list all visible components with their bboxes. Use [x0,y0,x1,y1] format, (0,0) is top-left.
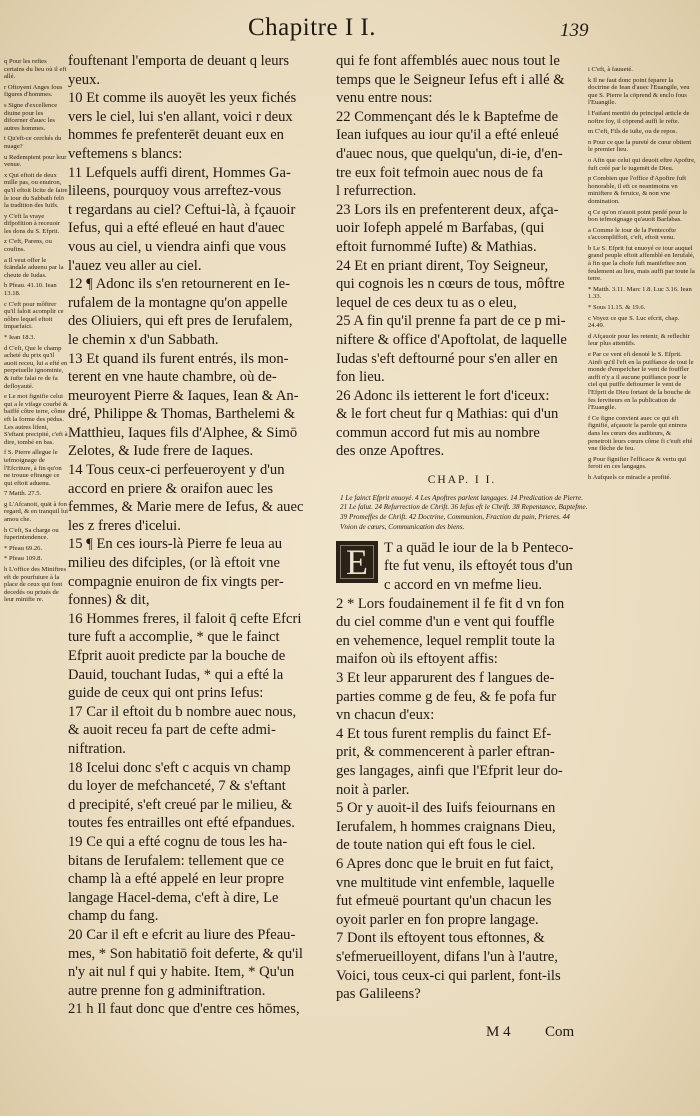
text-line: compagnie enuiron de fix vingts per- [68,573,284,590]
margin-note: t Qu'eft-ce cerchés du nuage? [4,135,62,150]
text-line: veftemens s blancs: [68,145,183,162]
text-line: temps que le Seigneur Iefus eft i allé & [336,71,565,88]
page-number: 139 [560,20,589,41]
text-line: femmes, & Marie mere de Iefus, & auec [68,499,304,516]
text-line: bitans de Ierufalem: tellement que ce [68,852,284,869]
text-line: 14 Tous ceux-ci perfeueroyent y d'un [68,462,285,479]
text-line: fon lieu. [336,369,385,386]
text-line: yeux. [68,71,101,88]
text-line: 12 ¶ Adonc ils s'en retournerent en Ie- [68,276,290,293]
text-line: 4 Et tous furent remplis du fainct Ef- [336,725,552,742]
page-header [0,14,700,48]
text-line: langage Hacel-dema, c'eft à dire, Le [68,889,279,906]
text-line: Ierufalem, h hommes craignans Dieu, [336,818,556,835]
chapter-summary: 1 Le fainct Efprit enuoyé. 4 Les Apoftres parlent langages. 14 Predication de Pierre. 21 Le falut. 24 Refurrection de Chrift. 36 Iefus eft le Chrift. 38 Repentance, Baptefme. 39 Promeffes de Chrift. 42 Doctrine, Communion, Fraction du pain, Prieres. 44 Vnion de cœurs, Communication des biens. [340,493,588,532]
text-line: 20 Car il eft e efcrit au liure des Pfeau- [68,926,296,943]
text-line: meuroyent Pierre & Iaques, Iean & An- [68,387,299,404]
margin-note: * Sous 11.15. & 19.6. [588,304,646,312]
text-line: oyoit parler en fon propre langage. [336,911,539,928]
margin-note: b Pfeau. 41.10. Iean 13.18. [4,282,57,298]
text-line: champ du fang. [68,908,159,925]
margin-note: f Ce figne convient auec ce qui eft fignifié, afçauoir la parole qui entrera dans les cœurs des auditeurs, & penetroit leurs cœurs côme fi c'euft efté vne flèche de feu. [588,414,693,453]
left-text-column [68,52,324,1019]
text-line: toutes fes entrailles ont efté efpandues. [68,815,295,832]
text-line: venu entre nous: [336,90,433,107]
text-line: qui cognois les n cœurs de tous, môftre [336,276,565,293]
margin-note: g L'Afcanoit, quāt à fon regard, & en tranquil lui amou che. [4,500,68,524]
signature-mark: M 4 [486,1024,511,1040]
margin-note: z C'eft, Parens, ou coufins. [4,238,52,254]
text-line: vous au ciel, u viendra ainfi que vous [68,238,287,255]
text-line: niftere & office d'Apoftolat, de laquelle [336,331,567,348]
text-line: d precipité, s'eft creué par le milieu, & [68,796,293,813]
margin-note: d C'eft, Que le champ acheté du prix qu'il auoit receu, lui a efté en perpetuelle ignominie, & iufte falai re de fa defloyauté. [4,344,68,390]
text-line: s'efmerueilloyent, difans l'un à l'autre, [336,948,558,965]
margin-note: m C'eft, Fils de iuſte, ou de repos. [588,128,678,136]
margin-note: h Aufquels ce miracle a profité. [588,473,672,481]
text-line: en vehemence, lequel remplit toute la [336,632,555,649]
margin-note: b Le S. Efprit fut enuoyé ce iour auquel grand peuple eftoit affemblé en Ierufalé, à fin que la chofe fuft manifeftee non feulement au lieu, mais auffi par toute la terre. [588,244,695,283]
text-line: guide de ceux qui ont prins Iefus: [68,685,264,702]
text-line: 24 Et en priant dirent, Toy Seigneur, [336,257,549,274]
text-line: 13 Et quand ils furent entrés, ils mon- [68,350,289,367]
text-line: champ là a efté appelé en leur propre [68,871,284,888]
text-line: Zelotes, & Iude frere de Iaques. [68,443,254,460]
margin-note: h C'eft, Sa charge ou fuperintendence. [4,526,59,542]
text-line: 19 Ce qui a efté cognu de tous les ha- [68,833,288,850]
text-line: qui fe font affemblés auec nous tout le [336,53,560,69]
margin-note: c Voyez ce que S. Luc efcrit, chap. 24.49. [588,314,680,330]
text-line: 6 Apres donc que le bruit en fut faict, [336,855,554,872]
text-line: 5 Or y auoit-il des Iuifs feiournans en [336,800,556,817]
margin-note: y C'eft la vraye difpofition à receuoir les dons du S. Efprit. [4,212,61,235]
margin-note: i C'eft, à fauueté. [588,66,633,73]
text-line: le chemin x d'un Sabbath. [68,331,219,348]
chapter-two-text [336,539,588,1004]
text-line: noit à parler. [336,781,410,798]
text-line: lequel de ces deux tu as o eleu, [336,294,517,311]
margin-note: q Ce qu'on n'auoit point penfé pour le bon tefmoignage qu'auoit Barfabas. [588,208,688,224]
margin-note: q Pour les reftes certains du lieu où il eft allé. [4,58,67,81]
text-line: ture fuft a accomplie, * que le fainct [68,629,280,646]
text-line: Voici, tous ceux-ci qui parlent, font-ils [336,967,561,984]
text-line: des onze Apoftres. [336,443,445,460]
text-line: 26 Adonc ils ietterent le fort d'iceux: [336,387,550,404]
margin-note: n Pour ce que la pureté de cœur obtient le premier lieu. [588,138,692,154]
text-line: Iefus, qui a efté efleué en haut d'auec [68,220,285,237]
text-line: 18 Icelui donc s'eft c acquis vn champ [68,759,291,776]
margin-note: a Il veut offer le fcāndale aduenu par la cheute de Iudas. [4,256,64,279]
margin-note: x Qui eftoit de deux mille pas, ou enuiron, qu'il eftoit licite de faire le iour du Sabbath felō la tradition des Iuifs. [4,171,68,210]
margin-note: p Combien que l'office d'Apoftre fuft honorable, il eft ce neantmoins vn miniftere & feruice, & non vne domination. [588,175,687,205]
text-line: dré, Philippe & Thomas, Barthelemi & [68,406,296,423]
margin-note: * Matth. 3.11. Marc 1.8. Luc 3.16. Iean 1.33. [588,285,692,301]
text-line: maifon où ils eftoyent affis: [336,651,498,668]
chapter-title: Chapitre I I. [248,14,376,41]
text-line: pas Galileens? [336,986,421,1003]
text-line: tre eux foit tefmoin auec nous de fa [336,164,544,181]
text-line: 25 A fin qu'il prenne fa part de ce p mi- [336,313,566,330]
text-line: 23 Lors ils en prefenterent deux, afça- [336,201,559,218]
text-line: eftoit furnommé Iufte) & Mathias. [336,238,537,255]
text-line: 10 Et comme ils auoyēt les yeux fichés [68,90,297,107]
text-line: fouftenant l'emporta de deuant q leurs [68,53,290,69]
margin-note: a Comme le iour de la Pentecofte s'accompliffoit, c'eft, eftoit venu. [588,226,676,242]
margin-note: f S. Pierre allegue le tefmoignage de l'Efcriture, à fin qu'on ne trouue eftrange ce qui eftoit aduenu. [4,449,62,487]
text-line: Iean iufques au iour qu'il a efté enleué [336,127,559,144]
text-line: n'y ait nul f qui y habite. Item, * Qu'un [68,964,295,981]
text-line: hommes fe prefenterēt deuant eux en [68,127,284,144]
margin-note: l Faifant mentiō du principal article de noftre foy, il cōprend auffi le refte. [588,109,690,125]
text-line: Dauid, touchant Iudas, * qui a efté la [68,666,284,683]
text-line: fte fut venu, ils eftoyét tous d'un [384,558,573,575]
text-line: lileens, pourquoy vous arreftez-vous [68,183,282,200]
text-line: Matthieu, Iaques fils d'Alphee, & Simō [68,424,298,441]
text-line: Iudas s'eft deftourné pour s'en aller en [336,350,558,367]
dropcap-initial: E [336,541,378,583]
text-line: prit, & commencerent à parler eftran- [336,744,555,761]
text-line: & auoit receu fa part de cefte admi- [68,722,276,739]
right-text-column [336,52,588,1004]
text-line: d'auec nous, que quelqu'un, di-ie, d'en- [336,145,563,162]
right-margin-notes [588,66,696,485]
text-line: milieu des difciples, (or là eftoit vne [68,555,280,572]
text-line: 15 ¶ En ces iours-là Pierre fe leua au [68,536,283,553]
text-line: vers le ciel, lui s'en allant, voici r deux [68,108,293,125]
chapter-one-ending [336,52,588,461]
margin-note: h L'office des Miniftres eft de pourfuiure à la place de ceux qui font decedés ou priués de leur minifte re. [4,566,67,604]
margin-note: e Par ce vent eft denoté le S. Efprit. Ainfi qu'il l'eft en la puiffance de tout le monde d'empefcher le vent de fouffler auffi n'y a il aucune puiffance pour le ciel qui puiffe deftourner le vent de l'Efprit de Dieu fortant de la bouche de fes ferviteurs en la publication de l'Euangile. [588,351,694,412]
text-line: 22 Commençant dés le k Baptefme de [336,108,559,125]
margin-note: d Afçauoir pour les retenir, & reflechir leur plus attentifs. [588,332,690,348]
left-margin-notes [4,58,68,607]
margin-note: u Redemptent pour leur venue. [4,153,67,169]
text-line: l'auez veu aller au ciel. [68,257,202,274]
text-line: fonnes) & dit, [68,592,150,609]
margin-note: * Pfeau 109.8. [4,555,43,563]
text-line: & le fort cheut fur q Mathias: qui d'un [336,406,559,423]
text-line: vn chacun d'eux: [336,707,435,724]
chapter-heading: CHAP. I I. [427,474,497,487]
text-line: des Oliuiers, qui eft pres de Ierufalem, [68,313,293,330]
text-line: uoir Iofeph appelé m Barfabas, (qui [336,220,545,237]
margin-note: 7 Matth. 27.5. [4,490,42,498]
text-line: du ciel comme d'un e vent qui fouffle [336,614,555,631]
margin-note: * Iean 18.3. [4,334,36,341]
text-line: 11 Lefquels auffi dirent, Hommes Ga- [68,164,291,181]
margin-note: c C'eft pour môftrer qu'il faloit acomplir ce nôbre lequel eftoit imparfaict. [4,300,64,331]
text-line: terent en vne haute chambre, où de- [68,369,277,386]
text-line: rufalem de la montagne qu'on appelle [68,294,288,311]
chapter-two-opening [336,539,588,1004]
text-line: fut efmeuë pourtant qu'un chacun les [336,893,552,910]
text-line: commun accord fut mis au nombre [336,424,540,441]
text-line: autre prenne fon g adminiftration. [68,982,266,999]
text-line: les z freres d'icelui. [68,517,181,534]
text-line: 3 Et leur apparurent des f langues de- [336,670,555,686]
text-line: mes, * Son habitatiō foit deferte, & qu'il [68,945,303,962]
text-line: ges langages, ainfi que l'Efprit leur do- [336,762,563,779]
text-line: vne multitude vint enfemble, laquelle [336,874,555,891]
text-line: du loyer de mefchanceté, 7 & s'eftant [68,778,286,795]
margin-note: s Signe d'excellence diuine pour les difcerner d'auec les autres hommes. [4,101,58,132]
text-line: Efprit auoit predicte par la bouche de [68,648,286,664]
catchword: Com [545,1024,575,1040]
text-line: niftration. [68,740,126,757]
text-line: de toute nation qui eft fous le ciel. [336,837,536,854]
text-line: 7 Dont ils eftoyent tous eftonnes, & [336,930,545,947]
page-footer [0,1024,700,1048]
margin-note: r Oftoyent Anges fous figures d'hommes. [4,83,63,99]
text-line: T a quād le iour de la b Penteco- [384,539,574,556]
text-line: 17 Car il eftoit du b nombre auec nous, [68,703,297,720]
text-line: 21 h Il faut donc que d'entre ces hōmes, [68,1001,300,1018]
margin-note: o Afin que celui qui deuoit eftre Apoftre, fuft créé par le iugemēt de Dieu. [588,156,696,172]
margin-note: k Il ne faut donc point feparer la doctrine de Iean d'auec l'Euangile, veu que S. Pierre la cōprend & enclo fous l'Euangile. [588,76,690,107]
text-line: 16 Hommes freres, il faloit q̄ cefte Efcri [68,610,302,627]
text-line: 2 * Lors foudainement il fe fit d vn fon [336,595,565,612]
text-line: accord en priere & oraifon auec les [68,480,274,497]
margin-note: g Pour fignifier l'efficace & vertu qui feroit en ces langages. [588,455,687,471]
text-line: t regardans au ciel? Ceftui-là, à fçauoir [68,201,296,218]
margin-note: * Pfeau 69.26. [4,544,43,552]
text-line: l refurrection. [336,183,417,200]
text-line: parties comme g de feu, & fe pofa fur [336,688,557,705]
text-line: c accord en vn mefme lieu. [384,577,543,594]
margin-note: e Le mot fignifie celui qui a le vifage courbé & baiffé côtre terre, côme eft la forme des pēdus. Les autres lifent, S'eftant precipité, c'eft à dire, tombé en bas. [4,393,68,446]
